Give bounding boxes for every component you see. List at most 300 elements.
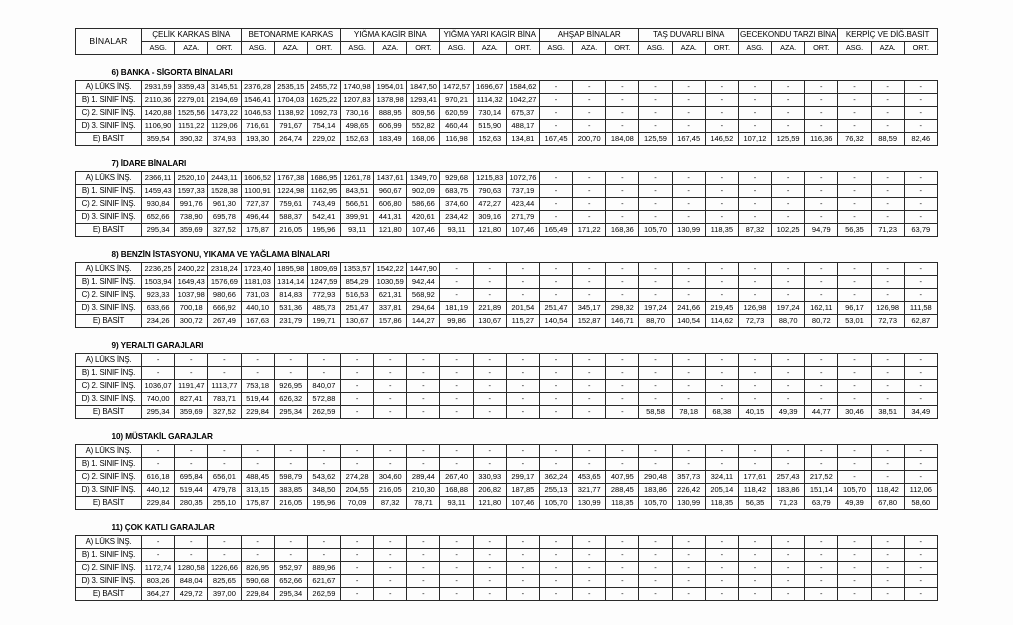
data-cell-empty: - — [805, 536, 838, 549]
data-cell: 440,10 — [241, 302, 274, 315]
subheader-ahsap-ort: ORT. — [606, 42, 639, 55]
data-cell: 1092,73 — [307, 107, 340, 120]
data-cell: 1314,14 — [274, 276, 307, 289]
data-cell-empty: - — [838, 445, 871, 458]
data-cell-empty: - — [374, 354, 407, 367]
data-cell-empty: - — [407, 380, 440, 393]
data-cell-empty: - — [440, 263, 473, 276]
data-cell: 99,86 — [440, 315, 473, 328]
column-group-celik-karkas-bina: ÇELİK KARKAS BİNA — [142, 29, 242, 42]
data-cell: 359,54 — [142, 133, 175, 146]
data-cell-empty: - — [805, 198, 838, 211]
data-cell-empty: - — [738, 263, 771, 276]
data-cell-empty: - — [573, 94, 606, 107]
data-cell-empty: - — [440, 458, 473, 471]
data-cell: 205,14 — [705, 484, 738, 497]
data-cell: 267,40 — [440, 471, 473, 484]
data-cell-empty: - — [639, 393, 672, 406]
data-cell-empty: - — [307, 354, 340, 367]
data-cell-empty: - — [838, 276, 871, 289]
data-cell: 216,05 — [274, 224, 307, 237]
data-cell: 118,42 — [738, 484, 771, 497]
data-cell-empty: - — [506, 445, 539, 458]
spacer-cell — [76, 328, 938, 340]
data-cell: 942,44 — [407, 276, 440, 289]
data-cell: 1954,01 — [374, 81, 407, 94]
data-cell: 586,66 — [407, 198, 440, 211]
data-cell: 56,35 — [838, 224, 871, 237]
data-cell: 168,88 — [440, 484, 473, 497]
data-cell-empty: - — [904, 198, 937, 211]
data-cell: 598,79 — [274, 471, 307, 484]
data-cell: 267,49 — [208, 315, 241, 328]
data-cell: 397,00 — [208, 588, 241, 601]
data-cell-empty: - — [805, 185, 838, 198]
data-cell-empty: - — [904, 380, 937, 393]
data-cell: 210,30 — [407, 484, 440, 497]
subheader-celik-karkas-asg: ASG. — [142, 42, 175, 55]
data-cell-empty: - — [539, 276, 572, 289]
data-cell-empty: - — [838, 120, 871, 133]
data-cell: 683,75 — [440, 185, 473, 198]
data-cell: 1459,43 — [142, 185, 175, 198]
table-row — [76, 107, 938, 120]
row-label: D) 3. SINIF İNŞ. — [76, 211, 142, 224]
subheader-betonarme-karkas-ort: ORT. — [307, 42, 340, 55]
data-cell: 146,71 — [606, 315, 639, 328]
data-cell: 289,44 — [407, 471, 440, 484]
data-cell-empty: - — [672, 588, 705, 601]
table-row — [76, 185, 938, 198]
corner-header-binalar: BİNALAR — [76, 29, 142, 55]
data-cell-empty: - — [506, 367, 539, 380]
data-cell: 929,68 — [440, 172, 473, 185]
data-cell-empty: - — [705, 211, 738, 224]
data-cell-empty: - — [772, 549, 805, 562]
data-cell: 374,93 — [208, 133, 241, 146]
table-row — [76, 445, 938, 458]
data-cell-empty: - — [407, 536, 440, 549]
data-cell-empty: - — [606, 276, 639, 289]
data-cell: 345,17 — [573, 302, 606, 315]
data-cell: 1162,95 — [307, 185, 340, 198]
data-cell: 496,44 — [241, 211, 274, 224]
data-cell: 309,16 — [473, 211, 506, 224]
data-cell-empty: - — [473, 562, 506, 575]
data-cell-empty: - — [639, 211, 672, 224]
data-cell: 262,59 — [307, 406, 340, 419]
data-cell-empty: - — [738, 198, 771, 211]
section-title: 6) BANKA - SİGORTA BİNALARI — [76, 66, 938, 81]
data-cell: 1138,92 — [274, 107, 307, 120]
data-cell: 923,33 — [142, 289, 175, 302]
data-cell: 357,73 — [672, 471, 705, 484]
data-cell: 2236,25 — [142, 263, 175, 276]
table-row — [76, 224, 938, 237]
data-cell-empty: - — [904, 393, 937, 406]
data-cell-empty: - — [705, 588, 738, 601]
data-cell-empty: - — [407, 406, 440, 419]
table-header — [76, 29, 938, 55]
data-cell: 324,11 — [705, 471, 738, 484]
data-cell: 1353,57 — [340, 263, 373, 276]
data-cell-empty: - — [241, 367, 274, 380]
table-row — [76, 354, 938, 367]
data-cell: 63,79 — [805, 497, 838, 510]
data-cell: 168,36 — [606, 224, 639, 237]
data-cell-empty: - — [473, 458, 506, 471]
subheader-yigma-kagir-aza: AZA. — [374, 42, 407, 55]
data-cell: 531,36 — [274, 302, 307, 315]
row-label: E) BASİT — [76, 497, 142, 510]
data-cell-empty: - — [573, 198, 606, 211]
data-cell-empty: - — [473, 354, 506, 367]
data-cell: 743,49 — [307, 198, 340, 211]
data-cell-empty: - — [573, 211, 606, 224]
data-cell: 3359,43 — [175, 81, 208, 94]
data-cell: 731,03 — [241, 289, 274, 302]
data-cell: 488,45 — [241, 471, 274, 484]
data-cell-empty: - — [606, 575, 639, 588]
data-cell: 759,61 — [274, 198, 307, 211]
data-cell: 126,98 — [871, 302, 904, 315]
data-cell: 78,18 — [672, 406, 705, 419]
data-cell-empty: - — [738, 289, 771, 302]
data-cell: 231,79 — [274, 315, 307, 328]
data-cell: 552,82 — [407, 120, 440, 133]
table-row — [76, 406, 938, 419]
data-cell-empty: - — [738, 445, 771, 458]
data-cell-empty: - — [606, 185, 639, 198]
data-cell: 1686,95 — [307, 172, 340, 185]
data-cell: 737,19 — [506, 185, 539, 198]
data-cell: 70,09 — [340, 497, 373, 510]
data-cell: 125,59 — [639, 133, 672, 146]
data-cell: 105,70 — [539, 497, 572, 510]
data-cell-empty: - — [805, 458, 838, 471]
data-cell-empty: - — [274, 445, 307, 458]
data-cell-empty: - — [705, 562, 738, 575]
table-row — [76, 484, 938, 497]
subheader-tas-duvarli-aza: AZA. — [672, 42, 705, 55]
data-cell-empty: - — [606, 263, 639, 276]
data-cell: 130,99 — [672, 497, 705, 510]
data-cell: 754,14 — [307, 120, 340, 133]
data-cell: 840,07 — [307, 380, 340, 393]
data-cell-empty: - — [539, 380, 572, 393]
data-cell-empty: - — [705, 367, 738, 380]
data-cell-empty: - — [539, 94, 572, 107]
data-cell-empty: - — [904, 172, 937, 185]
data-cell-empty: - — [340, 562, 373, 575]
data-cell-empty: - — [506, 549, 539, 562]
row-label: C) 2. SINIF İNŞ. — [76, 289, 142, 302]
data-cell: 2455,72 — [307, 81, 340, 94]
column-group-ahsap-binalar: AHŞAP BİNALAR — [539, 29, 638, 42]
data-cell-empty: - — [838, 575, 871, 588]
data-cell: 118,35 — [705, 224, 738, 237]
data-cell-empty: - — [705, 536, 738, 549]
data-cell-empty: - — [241, 549, 274, 562]
data-cell-empty: - — [672, 172, 705, 185]
data-cell-empty: - — [805, 549, 838, 562]
data-cell-empty: - — [539, 588, 572, 601]
data-cell: 814,83 — [274, 289, 307, 302]
data-cell: 175,87 — [241, 224, 274, 237]
data-cell-empty: - — [539, 289, 572, 302]
data-cell: 383,85 — [274, 484, 307, 497]
data-cell: 304,60 — [374, 471, 407, 484]
section-title: 10) MÜSTAKİL GARAJLAR — [76, 430, 938, 445]
data-cell-empty: - — [738, 536, 771, 549]
data-cell: 118,42 — [871, 484, 904, 497]
data-cell-empty: - — [440, 406, 473, 419]
subheader-yigma-yari-kagir-aza: AZA. — [473, 42, 506, 55]
data-cell: 738,90 — [175, 211, 208, 224]
data-cell: 130,99 — [573, 497, 606, 510]
table-body — [76, 55, 938, 601]
data-cell: 390,32 — [175, 133, 208, 146]
data-cell: 2443,11 — [208, 172, 241, 185]
data-cell: 348,50 — [307, 484, 340, 497]
table-row — [76, 549, 938, 562]
data-cell-empty: - — [573, 393, 606, 406]
data-cell-empty: - — [340, 445, 373, 458]
data-cell-empty: - — [904, 263, 937, 276]
data-cell-empty: - — [573, 263, 606, 276]
data-cell-empty: - — [805, 575, 838, 588]
data-cell: 488,17 — [506, 120, 539, 133]
data-cell: 1349,70 — [407, 172, 440, 185]
data-cell: 952,97 — [274, 562, 307, 575]
data-cell: 299,17 — [506, 471, 539, 484]
data-cell: 58,60 — [904, 497, 937, 510]
data-cell: 1129,06 — [208, 120, 241, 133]
table-row — [76, 458, 938, 471]
data-cell-empty: - — [573, 289, 606, 302]
row-label: D) 3. SINIF İNŞ. — [76, 393, 142, 406]
data-cell-empty: - — [672, 367, 705, 380]
data-cell-empty: - — [473, 289, 506, 302]
data-cell: 175,87 — [241, 497, 274, 510]
data-cell: 219,45 — [705, 302, 738, 315]
building-unit-values-table — [75, 28, 938, 601]
data-cell-empty: - — [639, 263, 672, 276]
data-cell: 407,95 — [606, 471, 639, 484]
data-cell: 107,12 — [738, 133, 771, 146]
data-cell-empty: - — [539, 120, 572, 133]
data-cell-empty: - — [606, 107, 639, 120]
data-cell-empty: - — [340, 354, 373, 367]
column-group-betonarme-karkas: BETONARME KARKAS — [241, 29, 340, 42]
data-cell: 1106,90 — [142, 120, 175, 133]
data-cell: 652,66 — [274, 575, 307, 588]
data-cell-empty: - — [539, 575, 572, 588]
row-label: D) 3. SINIF İNŞ. — [76, 484, 142, 497]
data-cell-empty: - — [705, 575, 738, 588]
data-cell-empty: - — [805, 276, 838, 289]
data-cell-empty: - — [738, 211, 771, 224]
data-cell-empty: - — [871, 380, 904, 393]
data-cell-empty: - — [606, 198, 639, 211]
data-cell-empty: - — [440, 354, 473, 367]
data-cell-empty: - — [539, 536, 572, 549]
data-cell-empty: - — [871, 549, 904, 562]
data-cell: 125,59 — [772, 133, 805, 146]
data-cell-empty: - — [904, 211, 937, 224]
data-cell: 1226,66 — [208, 562, 241, 575]
data-cell-empty: - — [904, 81, 937, 94]
data-cell: 114,62 — [705, 315, 738, 328]
data-cell: 229,02 — [307, 133, 340, 146]
section-title-row — [76, 157, 938, 172]
data-cell: 854,29 — [340, 276, 373, 289]
data-cell: 848,04 — [175, 575, 208, 588]
data-cell: 118,35 — [606, 497, 639, 510]
data-cell: 30,46 — [838, 406, 871, 419]
data-cell-empty: - — [440, 588, 473, 601]
data-cell-empty: - — [175, 445, 208, 458]
data-cell: 606,99 — [374, 120, 407, 133]
data-cell: 440,12 — [142, 484, 175, 497]
data-cell: 71,23 — [871, 224, 904, 237]
data-cell-empty: - — [672, 81, 705, 94]
data-cell-empty: - — [506, 380, 539, 393]
section-title: 11) ÇOK KATLI GARAJLAR — [76, 521, 938, 536]
subheader-yigma-kagir-asg: ASG. — [340, 42, 373, 55]
data-cell: 167,45 — [539, 133, 572, 146]
data-cell: 695,78 — [208, 211, 241, 224]
data-cell: 165,49 — [539, 224, 572, 237]
data-cell-empty: - — [473, 263, 506, 276]
subheader-yigma-kagir-ort: ORT. — [407, 42, 440, 55]
data-cell-empty: - — [805, 354, 838, 367]
data-cell-empty: - — [208, 536, 241, 549]
data-cell-empty: - — [606, 588, 639, 601]
data-cell: 130,67 — [473, 315, 506, 328]
data-cell-empty: - — [307, 549, 340, 562]
data-cell-empty: - — [772, 172, 805, 185]
data-cell: 1546,41 — [241, 94, 274, 107]
data-cell: 588,37 — [274, 211, 307, 224]
data-cell-empty: - — [705, 172, 738, 185]
data-cell-empty: - — [838, 107, 871, 120]
data-cell: 1172,74 — [142, 562, 175, 575]
data-cell: 105,70 — [639, 224, 672, 237]
data-cell: 34,49 — [904, 406, 937, 419]
table-row — [76, 562, 938, 575]
data-cell: 2318,24 — [208, 263, 241, 276]
data-cell: 294,64 — [407, 302, 440, 315]
data-cell-empty: - — [573, 536, 606, 549]
data-cell-empty: - — [374, 445, 407, 458]
data-cell: 568,92 — [407, 289, 440, 302]
data-cell-empty: - — [606, 289, 639, 302]
data-cell: 606,80 — [374, 198, 407, 211]
data-cell-empty: - — [606, 172, 639, 185]
table-row — [76, 367, 938, 380]
section-title-row — [76, 339, 938, 354]
data-cell: 146,52 — [705, 133, 738, 146]
data-cell-empty: - — [473, 445, 506, 458]
data-cell: 1072,76 — [506, 172, 539, 185]
data-cell: 1113,77 — [208, 380, 241, 393]
data-cell-empty: - — [473, 393, 506, 406]
data-cell: 374,60 — [440, 198, 473, 211]
data-cell-empty: - — [175, 549, 208, 562]
data-cell-empty: - — [639, 81, 672, 94]
data-cell-empty: - — [639, 367, 672, 380]
data-cell-empty: - — [871, 575, 904, 588]
data-cell: 184,08 — [606, 133, 639, 146]
data-cell: 633,66 — [142, 302, 175, 315]
data-cell-empty: - — [539, 445, 572, 458]
data-cell: 200,70 — [573, 133, 606, 146]
data-cell-empty: - — [539, 367, 572, 380]
data-cell-empty: - — [307, 445, 340, 458]
data-cell: 429,72 — [175, 588, 208, 601]
data-cell: 716,61 — [241, 120, 274, 133]
data-cell-empty: - — [506, 393, 539, 406]
data-cell-empty: - — [407, 549, 440, 562]
data-cell-empty: - — [573, 120, 606, 133]
row-label: E) BASİT — [76, 406, 142, 419]
data-cell-empty: - — [539, 354, 572, 367]
data-cell-empty: - — [805, 562, 838, 575]
data-cell: 229,84 — [241, 406, 274, 419]
data-cell-empty: - — [606, 81, 639, 94]
data-cell-empty: - — [241, 458, 274, 471]
data-cell-empty: - — [407, 354, 440, 367]
data-cell-empty: - — [838, 94, 871, 107]
subheader-tas-duvarli-asg: ASG. — [639, 42, 672, 55]
data-cell: 107,46 — [506, 224, 539, 237]
data-cell: 498,65 — [340, 120, 373, 133]
data-cell-empty: - — [506, 588, 539, 601]
data-cell: 1030,59 — [374, 276, 407, 289]
data-cell-empty: - — [738, 549, 771, 562]
row-label: D) 3. SINIF İNŞ. — [76, 120, 142, 133]
data-cell-empty: - — [639, 94, 672, 107]
data-cell: 1420,88 — [142, 107, 175, 120]
data-cell-empty: - — [805, 211, 838, 224]
data-cell: 116,36 — [805, 133, 838, 146]
table-row — [76, 302, 938, 315]
data-cell-empty: - — [606, 458, 639, 471]
data-cell: 1597,33 — [175, 185, 208, 198]
column-group-yigma-yari-kagir-bina: YIĞMA YARI KAGİR BİNA — [440, 29, 539, 42]
data-cell-empty: - — [871, 172, 904, 185]
data-cell-empty: - — [904, 471, 937, 484]
data-cell-empty: - — [539, 263, 572, 276]
data-cell-empty: - — [772, 445, 805, 458]
data-cell-empty: - — [805, 367, 838, 380]
data-cell-empty: - — [772, 380, 805, 393]
data-cell-empty: - — [175, 536, 208, 549]
data-cell-empty: - — [772, 354, 805, 367]
table-row — [76, 588, 938, 601]
data-cell-empty: - — [307, 458, 340, 471]
data-cell: 1224,98 — [274, 185, 307, 198]
data-cell: 63,79 — [904, 224, 937, 237]
data-cell-empty: - — [705, 120, 738, 133]
data-cell-empty: - — [606, 354, 639, 367]
data-cell-empty: - — [208, 354, 241, 367]
header-sub-row — [76, 42, 938, 55]
data-cell: 68,38 — [705, 406, 738, 419]
data-cell: 130,99 — [672, 224, 705, 237]
data-cell-empty: - — [639, 549, 672, 562]
